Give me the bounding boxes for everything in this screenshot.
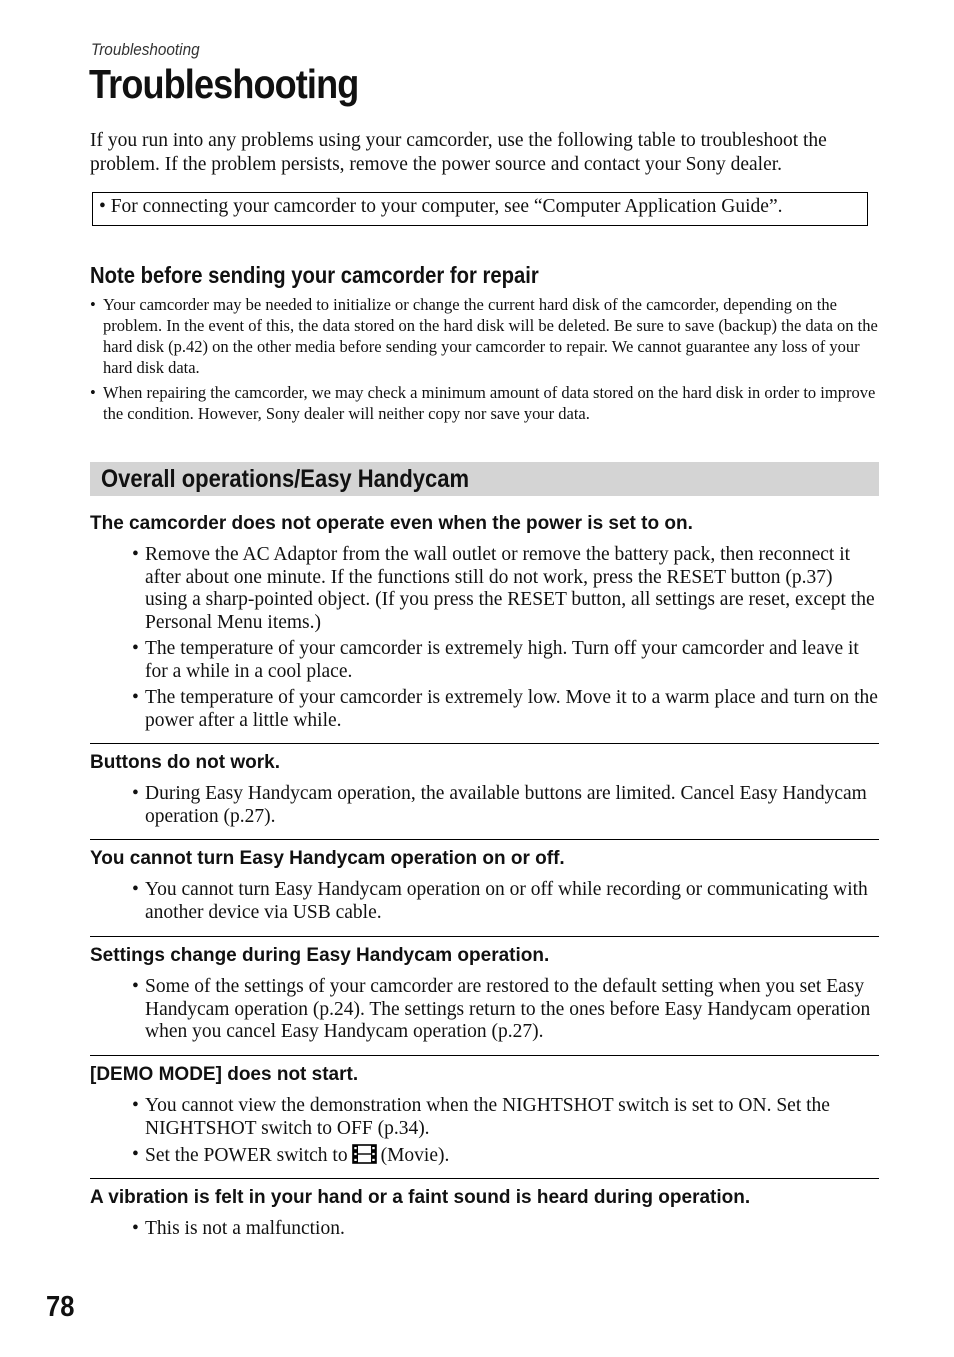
section-header-bar [90,462,879,496]
solution-item: • The temperature of your camcorder is extremely low. Move it to a warm place and turn on the power after a little while. [132,687,879,732]
repair-note-heading: Note before sending your camcorder for repair [90,262,539,288]
page-number: 78 [46,1291,75,1323]
solution-list [90,1095,879,1171]
problem-heading: Buttons do not work. [90,752,280,773]
solution-list [90,783,879,828]
problem-heading: A vibration is felt in your hand or a faint sound is heard during operation. [90,1187,751,1208]
section-title: Overall operations/Easy Handycam [101,465,470,493]
solution-list [90,1218,879,1241]
page-title: Troubleshooting [89,61,359,107]
solution-item: • You cannot turn Easy Handycam operation on or off while recording or communicating with another device via USB cable. [132,879,879,924]
problem-block [90,512,879,736]
solution-list [90,879,879,924]
solution-item: • This is not a malfunction. [132,1218,879,1241]
problem-block [90,1178,879,1245]
solution-item-power-switch [132,1144,879,1171]
solution-item: • During Easy Handycam operation, the available buttons are limited. Cancel Easy Handycam operation (p.27). [132,783,879,828]
problem-heading: Settings change during Easy Handycam operation. [90,945,550,966]
problem-heading: The camcorder does not operate even when the power is set to on. [90,513,693,534]
solution-list [90,976,879,1044]
movie-label: (Movie). [380,1145,450,1166]
movie-film-icon [352,1144,377,1171]
problem-heading: You cannot turn Easy Handycam operation on or off. [90,848,565,869]
problem-heading: [DEMO MODE] does not start. [90,1064,359,1085]
solution-item: • The temperature of your camcorder is extremely high. Turn off your camcorder and leave it for a while in a cool place. [132,638,879,683]
problem-block [90,936,879,1048]
problem-block [90,1055,879,1175]
repair-note-list [90,294,882,428]
solution-item: • Remove the AC Adaptor from the wall outlet or remove the battery pack, then reconnect it after about one minute. If the functions still do not work, press the RESET button (p.37) using a sharp-pointed object. (If you press the RESET button, all settings are reset, except the Personal Menu items.) [132,544,879,634]
running-head: Troubleshooting [91,40,200,59]
problem-block [90,743,879,832]
power-switch-text: Set the POWER switch to [145,1145,348,1166]
solution-list [90,544,879,732]
solution-item: • Some of the settings of your camcorder are restored to the default setting when you set Easy Handycam operation (p.24). The settings return to the ones before Easy Handycam operation when you cancel Easy Handycam operation (p.27). [132,976,879,1044]
repair-note-item: • When repairing the camcorder, we may check a minimum amount of data stored on the hard disk in order to improve the condition. However, Sony dealer will neither copy nor save your data. [90,382,882,424]
solution-item: • You cannot view the demonstration when the NIGHTSHOT switch is set to ON. Set the NIGHTSHOT switch to OFF (p.34). [132,1095,879,1140]
problem-block [90,839,879,928]
computer-guide-note-box: • For connecting your camcorder to your computer, see “Computer Application Guide”. [92,192,868,226]
intro-paragraph: If you run into any problems using your camcorder, use the following table to troubleshoot the problem. If the problem persists, remove the power source and contact your Sony dealer. [90,130,827,175]
repair-note-item: • Your camcorder may be needed to initialize or change the current hard disk of the camcorder, depending on the problem. In the event of this, the data stored on the hard disk will be deleted. Be sure to save (backup) the data on the hard disk (p.42) on the other media before sending your camcorder to repair. We cannot guarantee any loss of your hard disk data. [90,294,882,378]
